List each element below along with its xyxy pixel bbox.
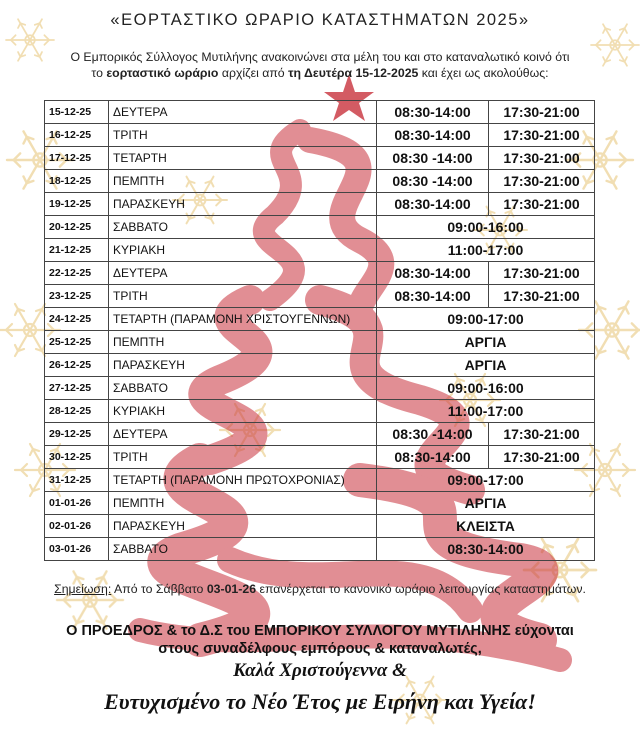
row-evening-hours: 17:30-21:00 (489, 101, 595, 124)
row-evening-hours: 17:30-21:00 (489, 170, 595, 193)
row-evening-hours: 17:30-21:00 (489, 147, 595, 170)
row-hours: 09:00-17:00 (377, 308, 595, 331)
row-evening-hours: 17:30-21:00 (489, 285, 595, 308)
table-row (45, 331, 595, 354)
row-day: ΠΕΜΠΤΗ (109, 492, 377, 515)
row-day: ΤΕΤΑΡΤΗ (ΠΑΡΑΜΟΝΗ ΠΡΩΤΟΧΡΟΝΙΑΣ) (109, 469, 377, 492)
table-row (45, 354, 595, 377)
row-day: ΤΡΙΤΗ (109, 124, 377, 147)
table-row (45, 377, 595, 400)
row-hours: ΑΡΓΙΑ (377, 331, 595, 354)
row-hours: ΑΡΓΙΑ (377, 354, 595, 377)
page-title: «ΕΟΡΤΑΣΤΙΚΟ ΩΡΑΡΙΟ ΚΑΤΑΣΤΗΜΑΤΩΝ 2025» (110, 11, 530, 29)
table-row (45, 469, 595, 492)
row-day: ΠΕΜΠΤΗ (109, 331, 377, 354)
schedule-table (44, 100, 595, 561)
row-evening-hours: 17:30-21:00 (489, 193, 595, 216)
table-row (45, 101, 595, 124)
intro-text-part: αρχίζει από (218, 66, 289, 80)
row-date: 25-12-25 (45, 331, 109, 354)
row-morning-hours: 08:30-14:00 (377, 193, 489, 216)
row-day: ΔΕΥΤΕΡΑ (109, 423, 377, 446)
row-date: 26-12-25 (45, 354, 109, 377)
table-row (45, 308, 595, 331)
row-day: ΚΥΡΙΑΚΗ (109, 239, 377, 262)
intro-text (10, 49, 630, 81)
row-hours: 09:00-17:00 (377, 469, 595, 492)
row-evening-hours: 17:30-21:00 (489, 446, 595, 469)
row-date: 16-12-25 (45, 124, 109, 147)
row-date: 01-01-26 (45, 492, 109, 515)
row-morning-hours: 08:30-14:00 (377, 285, 489, 308)
note-label: Σημείωση: (54, 582, 112, 596)
row-date: 15-12-25 (45, 101, 109, 124)
row-day: ΤΕΤΑΡΤΗ (ΠΑΡΑΜΟΝΗ ΧΡΙΣΤΟΥΓΕΝΝΩΝ) (109, 308, 377, 331)
row-date: 21-12-25 (45, 239, 109, 262)
intro-text-part: και έχει ως ακολούθως: (418, 66, 549, 80)
row-morning-hours: 08:30 -14:00 (377, 147, 489, 170)
intro-line-2 (10, 65, 630, 81)
row-date: 29-12-25 (45, 423, 109, 446)
row-date: 23-12-25 (45, 285, 109, 308)
note (0, 582, 640, 596)
table-row (45, 170, 595, 193)
row-hours: 08:30-14:00 (377, 538, 595, 561)
table-row (45, 400, 595, 423)
greeting-line-1: Ο ΠΡΟΕΔΡΟΣ & το Δ.Σ του ΕΜΠΟΡΙΚΟΥ ΣΥΛΛΟΓΟΥ ΜΥΤΙΛΗΝΗΣ εύχονται (66, 623, 574, 639)
table-row (45, 124, 595, 147)
table-row (45, 262, 595, 285)
row-morning-hours: 08:30 -14:00 (377, 170, 489, 193)
row-morning-hours: 08:30 -14:00 (377, 423, 489, 446)
row-date: 19-12-25 (45, 193, 109, 216)
intro-highlight: εορταστικό ωράριο (106, 66, 219, 80)
row-hours: 09:00-16:00 (377, 216, 595, 239)
table-row (45, 193, 595, 216)
row-day: ΤΡΙΤΗ (109, 285, 377, 308)
row-hours: 11:00-17:00 (377, 239, 595, 262)
table-row (45, 492, 595, 515)
row-day: ΤΡΙΤΗ (109, 446, 377, 469)
row-hours: ΚΛΕΙΣΤΑ (377, 515, 595, 538)
intro-line-1: Ο Εμπορικός Σύλλογος Μυτιλήνης ανακοινώνει στα μέλη του και στο καταναλωτικό κοινό ότι (70, 50, 570, 64)
row-date: 18-12-25 (45, 170, 109, 193)
table-row (45, 446, 595, 469)
greeting-line-2: στους συναδέλφους εμπόρους & καταναλωτές, (158, 641, 482, 657)
row-day: ΣΑΒΒΑΤΟ (109, 216, 377, 239)
row-date: 30-12-25 (45, 446, 109, 469)
row-date: 17-12-25 (45, 147, 109, 170)
row-evening-hours: 17:30-21:00 (489, 262, 595, 285)
new-year-wish: Ευτυχισμένο το Νέο Έτος με Ειρήνη και Υγεία! (104, 689, 536, 714)
row-day: ΤΕΤΑΡΤΗ (109, 147, 377, 170)
row-evening-hours: 17:30-21:00 (489, 423, 595, 446)
intro-text-part: το (91, 66, 107, 80)
row-evening-hours: 17:30-21:00 (489, 124, 595, 147)
row-day: ΣΑΒΒΑΤΟ (109, 377, 377, 400)
christmas-wish: Καλά Χριστούγεννα & (233, 660, 407, 681)
table-row (45, 147, 595, 170)
row-day: ΔΕΥΤΕΡΑ (109, 101, 377, 124)
row-day: ΚΥΡΙΑΚΗ (109, 400, 377, 423)
row-hours: 11:00-17:00 (377, 400, 595, 423)
row-hours: ΑΡΓΙΑ (377, 492, 595, 515)
row-morning-hours: 08:30-14:00 (377, 262, 489, 285)
note-text: Από το Σάββατο (111, 582, 207, 596)
row-date: 20-12-25 (45, 216, 109, 239)
row-day: ΠΑΡΑΣΚΕΥΗ (109, 354, 377, 377)
table-row (45, 285, 595, 308)
row-date: 28-12-25 (45, 400, 109, 423)
table-row (45, 538, 595, 561)
row-day: ΠΑΡΑΣΚΕΥΗ (109, 193, 377, 216)
intro-start-date: τη Δευτέρα 15-12-2025 (288, 66, 419, 80)
note-text: επανέρχεται το κανονικό ωράριο λειτουργίας καταστημάτων. (256, 582, 586, 596)
table-row (45, 515, 595, 538)
row-day: ΠΑΡΑΣΚΕΥΗ (109, 515, 377, 538)
row-date: 03-01-26 (45, 538, 109, 561)
row-morning-hours: 08:30-14:00 (377, 124, 489, 147)
table-row (45, 423, 595, 446)
table-row (45, 239, 595, 262)
row-date: 31-12-25 (45, 469, 109, 492)
row-date: 24-12-25 (45, 308, 109, 331)
row-morning-hours: 08:30-14:00 (377, 446, 489, 469)
row-day: ΣΑΒΒΑΤΟ (109, 538, 377, 561)
row-date: 27-12-25 (45, 377, 109, 400)
row-date: 02-01-26 (45, 515, 109, 538)
note-date: 03-01-26 (206, 582, 257, 596)
table-row (45, 216, 595, 239)
row-date: 22-12-25 (45, 262, 109, 285)
row-morning-hours: 08:30-14:00 (377, 101, 489, 124)
row-hours: 09:00-16:00 (377, 377, 595, 400)
row-day: ΔΕΥΤΕΡΑ (109, 262, 377, 285)
row-day: ΠΕΜΠΤΗ (109, 170, 377, 193)
